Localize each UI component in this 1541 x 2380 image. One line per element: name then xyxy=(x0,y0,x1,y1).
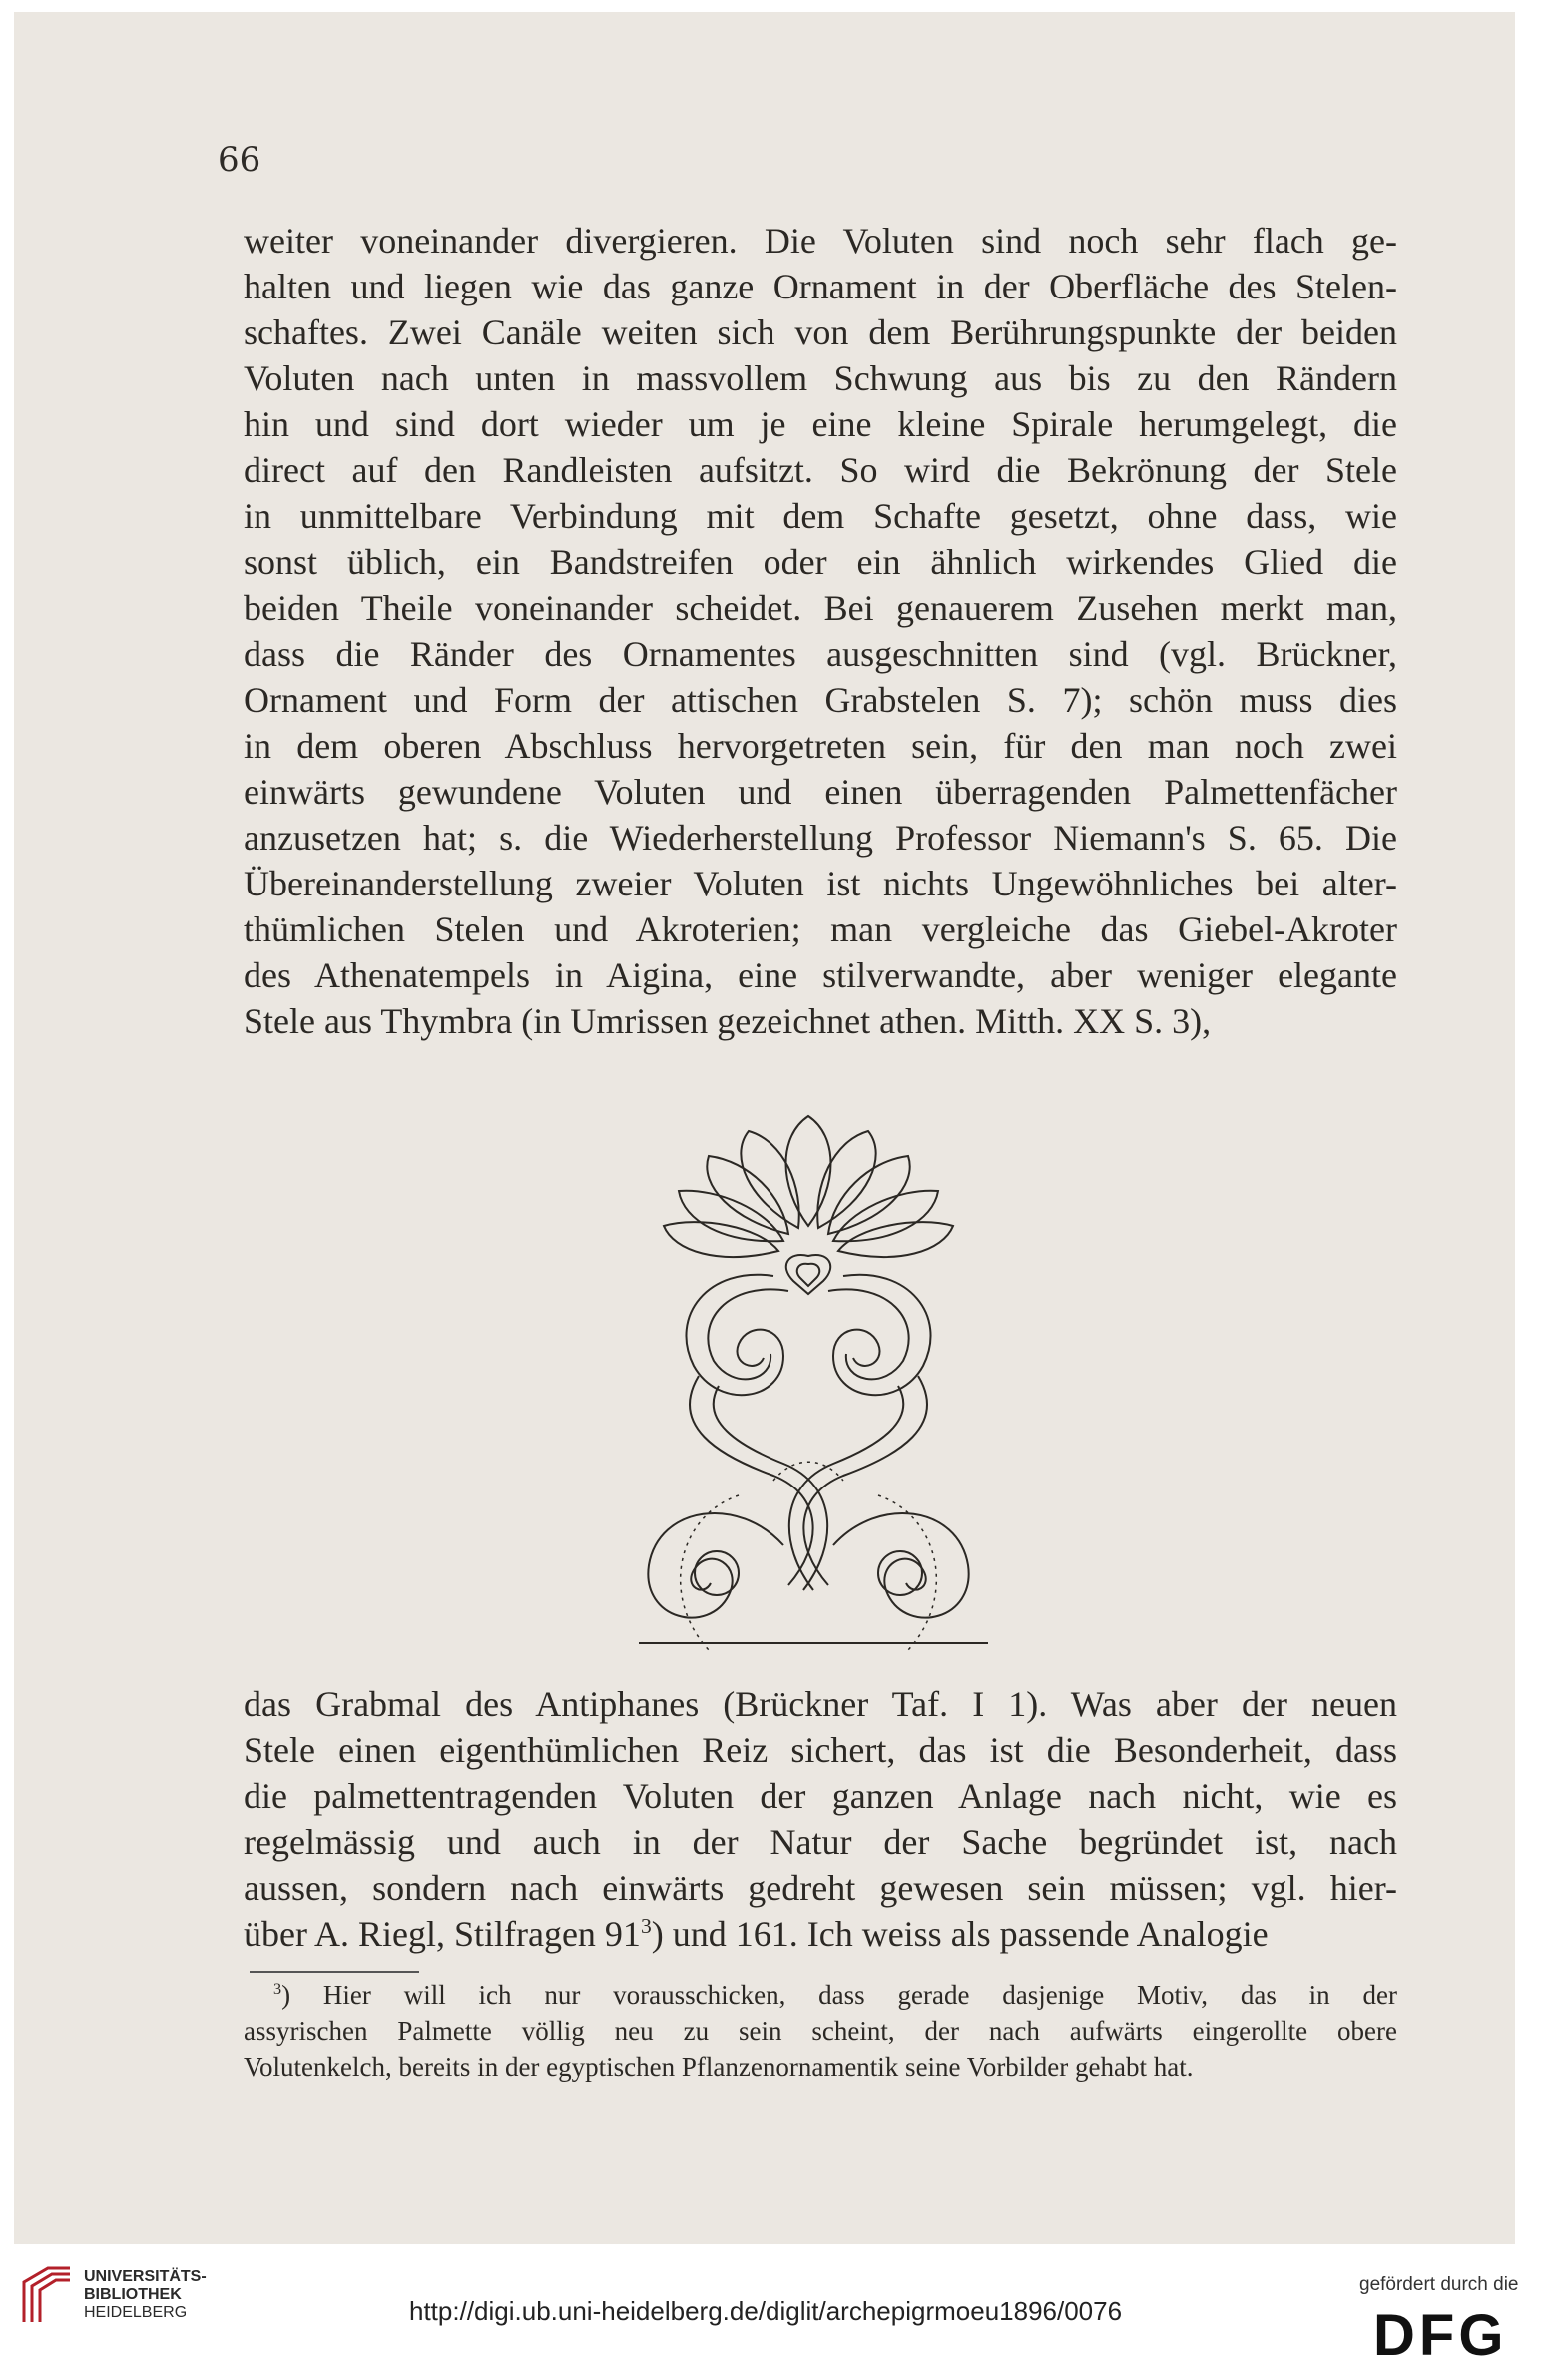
text-run: ) und 161. Ich weiss als passende Analogie xyxy=(651,1914,1269,1954)
text-line: aussen, sondern nach einwärts gedreht gewesen sein müssen; vgl. hier- xyxy=(244,1868,1397,1908)
palmette-leaf xyxy=(838,1222,953,1257)
footnote xyxy=(244,1977,1397,2084)
text-line: sonst üblich, ein Bandstreifen oder ein ähnlich wirkendes Glied die xyxy=(244,542,1397,582)
text-run: über A. Riegl, Stilfragen 91 xyxy=(244,1914,641,1954)
lower-right-spiral xyxy=(833,1513,969,1618)
library-logo-icon[interactable] xyxy=(18,2264,76,2324)
footnote-line: assyrischen Palmette völlig neu zu sein scheint, der nach aufwärts eingerollte obere xyxy=(244,2016,1397,2046)
funding-caption: gefördert durch die xyxy=(1359,2274,1519,2295)
text-line: das Grabmal des Antiphanes (Brückner Taf. I 1). Was aber der neuen xyxy=(244,1684,1397,1724)
text-line: dass die Ränder des Ornamentes ausgeschnitten sind (vgl. Brückner, xyxy=(244,634,1397,674)
text-line: in unmittelbare Verbindung mit dem Schafte gesetzt, ohne dass, wie xyxy=(244,496,1397,536)
text-line: schaftes. Zwei Canäle weiten sich von dem Berührungspunkte der beiden xyxy=(244,312,1397,352)
text-line: hin und sind dort wieder um je eine kleine Spirale herumgelegt, die xyxy=(244,404,1397,444)
library-name[interactable] xyxy=(84,2268,207,2322)
palmette-leaf xyxy=(817,1131,875,1228)
text-line: thümlichen Stelen und Akroterien; man vergleiche das Giebel-Akroter xyxy=(244,909,1397,949)
dfg-logo[interactable]: DFG xyxy=(1373,2303,1508,2368)
text-line: direct auf den Randleisten aufsitzt. So wird die Bekrönung der Stele xyxy=(244,450,1397,490)
footnote-first-line xyxy=(244,1977,1397,2013)
text-line: in dem oberen Abschluss hervorgetreten sein, für den man noch zwei xyxy=(244,726,1397,766)
text-line: einwärts gewundene Voluten und einen überragenden Palmettenfächer xyxy=(244,772,1397,812)
text-line: des Athenatempels in Aigina, eine stilverwandte, aber weniger elegante xyxy=(244,955,1397,995)
palmette-heart xyxy=(786,1255,830,1294)
text-line: Voluten nach unten in massvollem Schwung aus bis zu den Rändern xyxy=(244,358,1397,398)
digital-library-url[interactable]: http://digi.ub.uni-heidelberg.de/diglit/archepigrmoeu1896/0076 xyxy=(409,2296,1123,2326)
text-line xyxy=(244,1911,1397,1957)
library-line: BIBLIOTHEK xyxy=(84,2286,182,2303)
footnote-ref[interactable]: 3 xyxy=(640,1914,652,1938)
text-line: die palmettentragenden Voluten der ganzen Anlage nach nicht, wie es xyxy=(244,1776,1397,1816)
footnote-marker: 3 xyxy=(273,1980,282,1998)
text-line: Ornament und Form der attischen Grabstelen S. 7); schön muss dies xyxy=(244,680,1397,720)
lower-left-spiral xyxy=(648,1513,783,1618)
library-line: UNIVERSITÄTS- xyxy=(84,2268,207,2285)
text-line: weiter voneinander divergieren. Die Voluten sind noch sehr flach ge- xyxy=(244,221,1397,261)
body-paragraph-2 xyxy=(244,1681,1397,1957)
text-line: Übereinanderstellung zweier Voluten ist nichts Ungewöhnliches bei alter- xyxy=(244,864,1397,903)
body-paragraph-1 xyxy=(244,218,1397,1044)
palmette-leaf xyxy=(741,1131,798,1228)
text-line: Stele einen eigenthümlichen Reiz sichert, das ist die Besonderheit, dass xyxy=(244,1730,1397,1770)
text-line: regelmässig und auch in der Natur der Sache begründet ist, nach xyxy=(244,1822,1397,1862)
text-line: beiden Theile voneinander scheidet. Bei genauerem Zusehen merkt man, xyxy=(244,588,1397,628)
text-line: anzusetzen hat; s. die Wiederherstellung Professor Niemann's S. 65. Die xyxy=(244,818,1397,858)
footnote-line: Volutenkelch, bereits in der egyptischen Pflanzenornamentik seine Vorbilder gehabt hat. xyxy=(244,2052,1194,2082)
library-line: HEIDELBERG xyxy=(84,2304,188,2321)
palmette-leaf xyxy=(786,1116,831,1226)
text-line: Stele aus Thymbra (in Umrissen gezeichnet athen. Mitth. XX S. 3), xyxy=(244,1001,1212,1041)
palmette-leaf xyxy=(679,1191,783,1242)
text-run: ) Hier will ich nur vorausschicken, dass gerade dasjenige Motiv, das in der xyxy=(281,1980,1397,2010)
palmette-leaf xyxy=(664,1222,778,1257)
palmette-volute-figure xyxy=(599,1076,1018,1655)
palmette-leaf xyxy=(833,1191,938,1242)
text-line: halten und liegen wie das ganze Ornament in der Oberfläche des Stelen- xyxy=(244,267,1397,306)
page-number: 66 xyxy=(218,140,261,180)
footnote-rule xyxy=(250,1971,419,1973)
